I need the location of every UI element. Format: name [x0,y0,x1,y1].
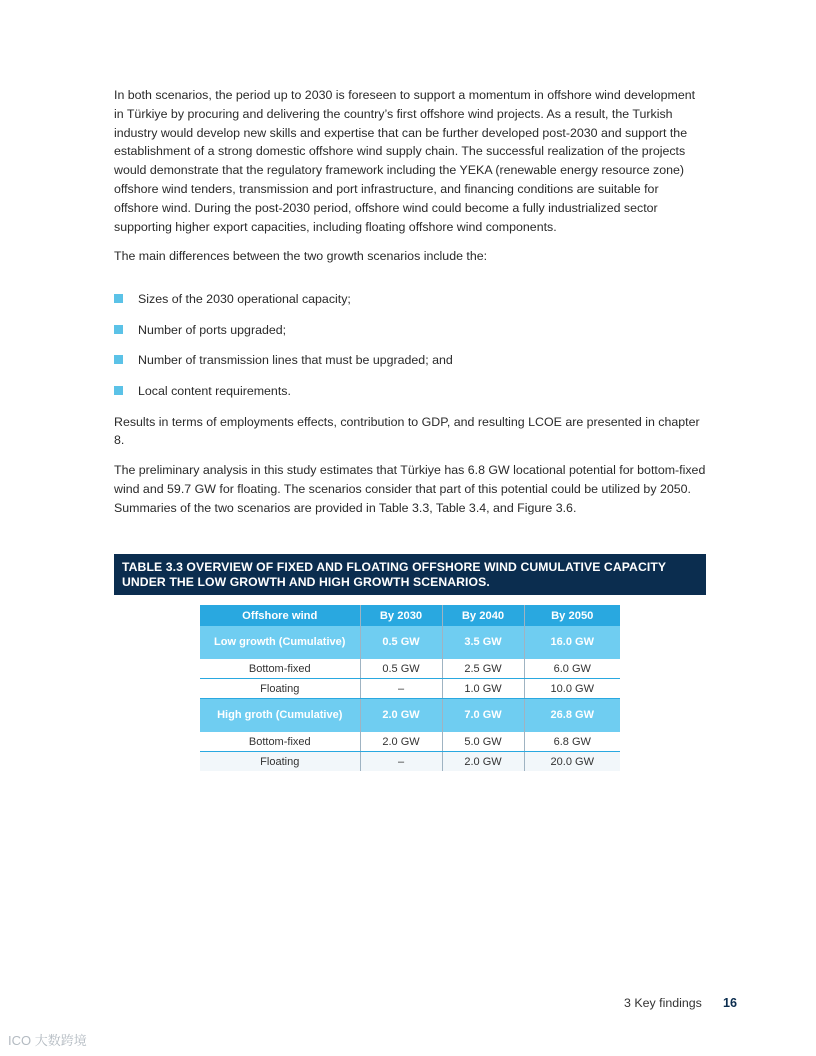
differences-list [114,290,706,400]
table-cell: Floating [200,679,360,699]
table-cell: 6.0 GW [524,659,620,679]
paragraph-differences-intro: The main differences between the two growth scenarios include the: [114,249,488,264]
table-cell: 2.0 GW [442,752,524,772]
list-item [114,321,706,339]
table-cell: High groth (Cumulative) [200,699,360,733]
list-item-text: Number of ports upgraded; [138,322,287,337]
column-header: By 2040 [442,605,524,626]
table-cell: 7.0 GW [442,699,524,733]
watermark: ICO 大数跨境 [8,1033,87,1048]
page-body [114,86,706,529]
table-cell: 6.8 GW [524,732,620,752]
list-item-text: Sizes of the 2030 operational capacity; [138,292,351,307]
page-number: 16 [723,996,738,1010]
table-cell: 26.8 GW [524,699,620,733]
table-cell: 2.0 GW [360,699,442,733]
list-item-text: Local content requirements. [138,383,291,398]
column-header: By 2050 [524,605,620,626]
table-cell: – [360,752,442,772]
table-row [200,659,620,679]
table-cell: Floating [200,752,360,772]
column-header: By 2030 [360,605,442,626]
table-cell: 10.0 GW [524,679,620,699]
bullet-square-icon [114,386,123,395]
table-cell: Bottom-fixed [200,659,360,679]
table-cell: Bottom-fixed [200,732,360,752]
table-row [200,626,620,659]
footer-section-label: 3 Key findings [624,996,702,1010]
bullet-square-icon [114,355,123,364]
bullet-square-icon [114,325,123,334]
table-cell: – [360,679,442,699]
table-header-row [200,605,620,626]
list-item-text: Number of transmission lines that must be upgraded; and [138,353,453,368]
table-row [200,679,620,699]
table-cell: 2.0 GW [360,732,442,752]
paragraph-results: Results in terms of employments effects, contribution to GDP, and resulting LCOE are presented in chapter 8. [114,414,700,448]
table-cell: Low growth (Cumulative) [200,626,360,659]
table-cell: 1.0 GW [442,679,524,699]
paragraph-scenarios-intro: In both scenarios, the period up to 2030 is foreseen to support a momentum in offshore wind development in Türkiye by procuring and delivering the country’s first offshore wind projects. As a result, the Turkish industry would develop new skills and expertise that can be further developed post-2030 and support the establishment of a strong domestic offshore wind supply chain. The successful realization of the projects would demonstrate that the regulatory framework including the YEKA (renewable energy resource zone) offshore wind tenders, transmission and port infrastructure, and financing conditions are suitable for offshore wind. During the post-2030 period, offshore wind could become a fully industrialized sector supporting higher export capacities, including floating offshore wind components. [114,88,696,234]
table-cell: 3.5 GW [442,626,524,659]
list-item [114,351,706,369]
table-cell: 2.5 GW [442,659,524,679]
table-cell: 5.0 GW [442,732,524,752]
column-header: Offshore wind [200,605,360,626]
table-cell: 0.5 GW [360,659,442,679]
table-row [200,699,620,733]
paragraph-potential: The preliminary analysis in this study estimates that Türkiye has 6.8 GW locational potential for bottom-fixed wind and 59.7 GW for floating. The scenarios consider that part of this potential could be utilized by 2050. Summaries of the two scenarios are provided in Table 3.3, Table 3.4, and Figure 3.6. [114,463,706,515]
bullet-square-icon [114,294,123,303]
table-title: TABLE 3.3 OVERVIEW OF FIXED AND FLOATING OFFSHORE WIND CUMULATIVE CAPACITY UNDER THE LOW GROWTH AND HIGH GROWTH SCENARIOS. [114,554,706,595]
table-cell: 0.5 GW [360,626,442,659]
list-item [114,382,706,400]
table-cell: 20.0 GW [524,752,620,772]
list-item [114,290,706,308]
table-cell: 16.0 GW [524,626,620,659]
table-row [200,732,620,752]
table-row [200,752,620,772]
capacity-table [200,605,620,771]
